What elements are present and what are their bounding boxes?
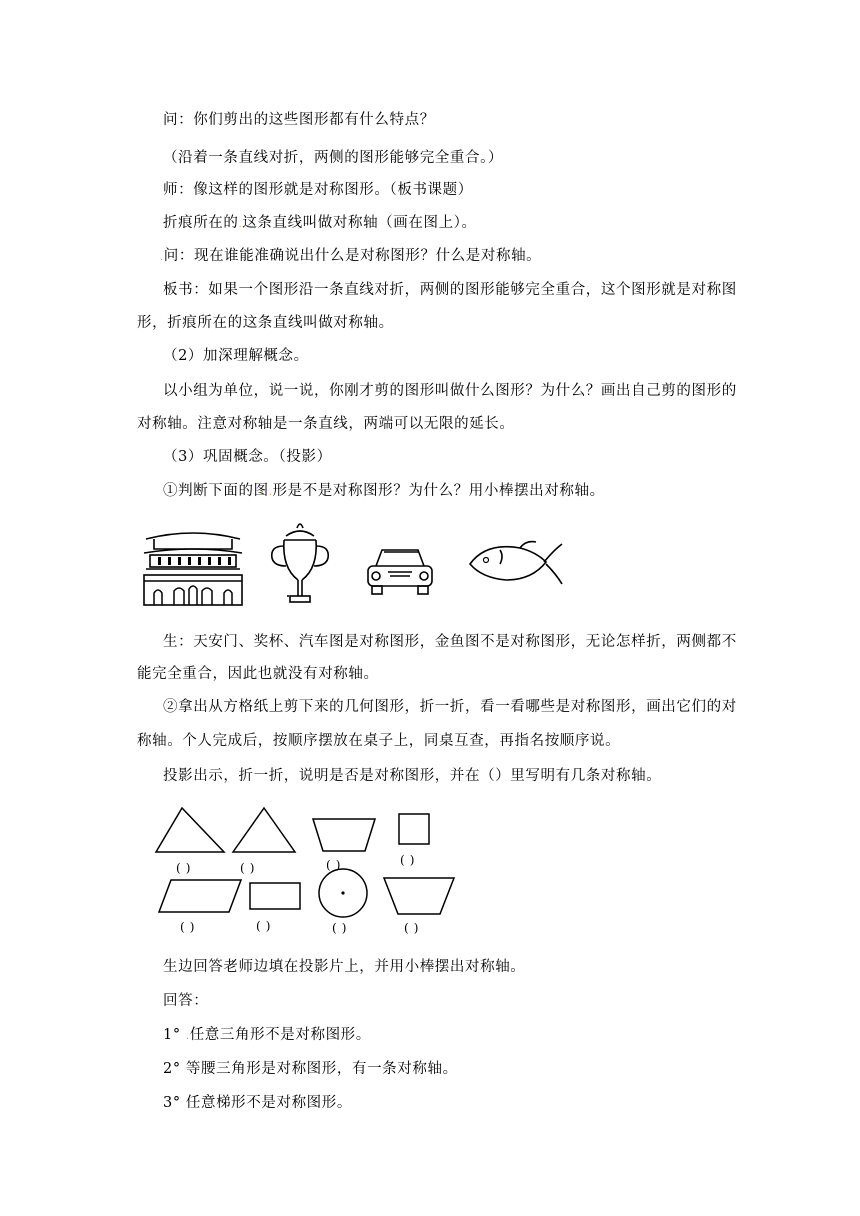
mark-dot: . bbox=[185, 1031, 190, 1042]
question-line-2 bbox=[160, 246, 541, 268]
trapezoid bbox=[311, 817, 377, 853]
group-line-cont: 对称轴。注意对称轴是一条直线，两端可以无限的延长。 bbox=[137, 416, 515, 432]
paren-blank: ( ) bbox=[400, 853, 415, 867]
answer-item-1-text: 任意三角形不是对称图形。 bbox=[189, 1027, 371, 1043]
answer-item-1-number: 1° bbox=[163, 1027, 181, 1043]
judge-line-part2: 形是不是对称图形？为什么？用小棒摆出对称轴。 bbox=[272, 483, 605, 499]
answer-item-1 bbox=[163, 1025, 371, 1047]
fish-picture bbox=[466, 536, 566, 592]
mark-dot: . bbox=[160, 252, 164, 263]
student-answer-cont: 能完全重合，因此也就没有对称轴。 bbox=[137, 666, 379, 682]
car-picture bbox=[362, 544, 438, 600]
projection-line: 投影出示，折一折，说明是否是对称图形，并在（）里写明有几条对称轴。 bbox=[163, 768, 662, 784]
board-line: 板书：如果一个图形沿一条直线对折，两侧的图形能够完全重合，这个图形就是对称图 bbox=[163, 282, 737, 298]
answer-item-3: 3° 任意梯形不是对称图形。 bbox=[163, 1095, 352, 1111]
parallelogram bbox=[157, 878, 243, 914]
paren-blank: ( ) bbox=[180, 920, 195, 934]
paren-blank: ( ) bbox=[176, 861, 191, 875]
axis-line-part2: 这条直线叫做对称轴（画在图上）。 bbox=[242, 215, 477, 231]
board-line-cont: 形，折痕所在的这条直线叫做对称轴。 bbox=[137, 315, 394, 331]
paren-blank: ( ) bbox=[332, 921, 347, 935]
task-line: ②拿出从方格纸上剪下来的几何图形，折一折，看一看哪些是对称图形，画出它们的对 bbox=[163, 699, 737, 715]
question-line: 问：你们剪出的这些图形都有什么特点？ bbox=[163, 112, 435, 128]
question-line-2-text: 问：现在谁能准确说出什么是对称图形？什么是对称轴。 bbox=[163, 248, 542, 264]
mark-dot: . bbox=[268, 487, 273, 498]
circle bbox=[316, 866, 370, 920]
section-3-heading: （3）巩固概念。（投影） bbox=[163, 449, 332, 465]
rectangle bbox=[248, 881, 302, 911]
answer-heading: 回答： bbox=[163, 993, 209, 1009]
axis-line-part1: 折痕所在的 bbox=[163, 215, 239, 231]
task-line-cont: 称轴。个人完成后，按顺序摆放在桌子上，同桌互查，再指名按顺序说。 bbox=[137, 733, 621, 749]
judge-line-part1: ①判断下面的图 bbox=[163, 483, 269, 499]
scalene-triangle bbox=[154, 804, 226, 856]
group-line: 以小组为单位，说一说，你刚才剪的图形叫做什么图形？为什么？画出自己剪的图形的 bbox=[163, 383, 737, 399]
section-2-heading: （2）加深理解概念。 bbox=[163, 348, 309, 364]
judge-line bbox=[163, 481, 605, 503]
mark-dot: . bbox=[238, 219, 243, 230]
trophy-picture bbox=[264, 518, 336, 610]
square bbox=[397, 812, 431, 846]
paren-blank: ( ) bbox=[256, 919, 271, 933]
answer-line: （沿着一条直线对折，两侧的图形能够完全重合。） bbox=[163, 150, 504, 166]
student-answer-line: 生：天安门、奖杯、汽车图是对称图形，金鱼图不是对称图形，无论怎样折，两侧都不 bbox=[163, 634, 737, 650]
axis-line bbox=[163, 213, 477, 235]
isosceles-trapezoid bbox=[382, 876, 456, 916]
tiananmen-picture bbox=[140, 525, 246, 609]
paren-blank: ( ) bbox=[240, 861, 255, 875]
isosceles-triangle bbox=[231, 804, 297, 856]
teacher-line: 师：像这样的图形就是对称图形。（板书课题） bbox=[163, 182, 473, 198]
answer-item-2: 2° 等腰三角形是对称图形，有一条对称轴。 bbox=[163, 1061, 458, 1077]
student-teacher-line: 生边回答老师边填在投影片上，并用小棒摆出对称轴。 bbox=[163, 959, 526, 975]
paren-blank: ( ) bbox=[404, 921, 419, 935]
paren-blank: ( ) bbox=[326, 858, 341, 872]
